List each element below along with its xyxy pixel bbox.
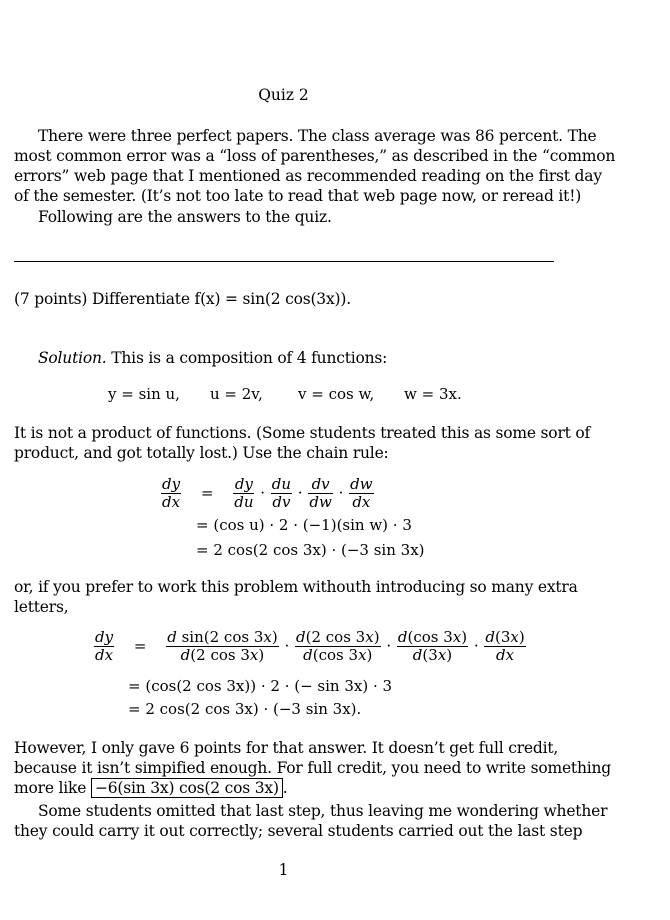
horizontal-rule: [14, 261, 554, 262]
para3-line-2: letters,: [14, 598, 69, 616]
intro-line-2: most common error was a “loss of parentheses,” as described in the “common: [14, 147, 616, 165]
solution-label: Solution.: [38, 349, 107, 367]
para4-line-3: more like −6(sin 3x) cos(2 cos 3x) .: [14, 779, 288, 797]
para5-line-2: they could carry it out correctly; several students carried out the last step: [14, 822, 583, 840]
eq1-row-1: $\frac{dy}{dx}$ = $\frac{dy}{du}$ · $\frac{du}{dv}$ · $\frac{dv}{dw}$ · $\frac{dw}{dx}$: [162, 475, 373, 511]
intro-line-3: errors” web page that I mentioned as recommended reading on the first day: [14, 167, 602, 185]
boxed-answer: −6(sin 3x) cos(2 cos 3x): [91, 778, 283, 798]
para2-line-2: product, and got totally lost.) Use the chain rule:: [14, 444, 389, 462]
para3-line-1: or, if you prefer to work this problem withouth introducing so many extra: [14, 578, 578, 596]
para2-line-1: It is not a product of functions. (Some students treated this as some sort of: [14, 424, 591, 442]
intro-line-4: of the semester. (It’s not too late to read that web page now, or reread it!): [14, 187, 582, 205]
page-number: 1: [278, 861, 289, 879]
composition-y: y = sin u,: [108, 385, 180, 403]
para4-prefix: more like: [14, 779, 87, 797]
problem-statement: (7 points) Differentiate f(x) = sin(2 cos(3x)).: [14, 290, 351, 308]
eq1-row-2: = (cos u) · 2 · (−1)(sin w) · 3: [196, 516, 412, 534]
para4-line-1: However, I only gave 6 points for that answer. It doesn’t get full credit,: [14, 739, 559, 757]
eq2-row-3: = 2 cos(2 cos 3x) · (−3 sin 3x).: [128, 700, 362, 718]
para5-line-1: Some students omitted that last step, thus leaving me wondering whether: [38, 802, 608, 820]
solution-line: [14, 348, 554, 368]
eq2-row-2: = (cos(2 cos 3x)) · 2 · (− sin 3x) · 3: [128, 677, 393, 695]
para4-line-2: because it isn’t simpified enough. For full credit, you need to write something: [14, 759, 611, 777]
solution-text: This is a composition of 4 functions:: [111, 349, 388, 367]
composition-v: v = cos w,: [298, 385, 375, 403]
eq1-row-3: = 2 cos(2 cos 3x) · (−3 sin 3x): [196, 541, 425, 559]
composition-u: u = 2v,: [210, 385, 263, 403]
page-title: Quiz 2: [258, 86, 309, 104]
eq2-row-1: $\frac{dy}{dx}$ = $\frac{\text{d sin(2 cos 3x)}}{d(2 \cos 3x)}$ · $\frac{d(2 \cos 3x)}{d(\cos 3x)}$ · $\frac{d(\cos 3x)}{d(3x)}$ · $\frac{d(3x)}{dx}$: [95, 628, 525, 664]
composition-w: w = 3x.: [404, 385, 462, 403]
intro-line-1: There were three perfect papers. The class average was 86 percent. The: [38, 127, 597, 145]
intro-line-5: Following are the answers to the quiz.: [38, 208, 332, 226]
